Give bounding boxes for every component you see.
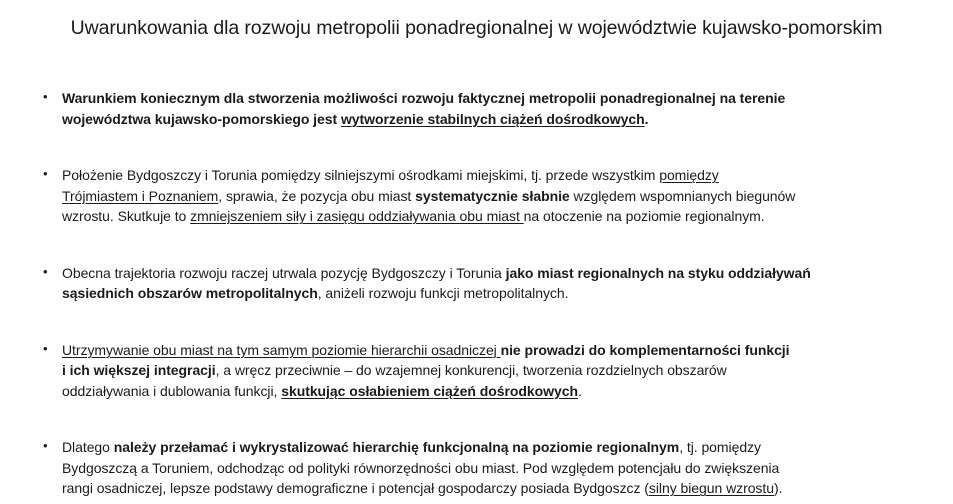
bullet-text: Położenie Bydgoszczy i Torunia pomiędzy silniejszymi ośrodkami miejskimi, tj. przede wszystkim pomiędzy Trójmiastem i Poznaniem, sprawia, że pozycja obu miast systematycznie słabnie względem wspomnianych biegunów wzrostu. Skutkuje to zmniejszeniem siły i zasięgu oddziaływania obu miast na otoczenie na poziomie regionalnym. [62,167,796,224]
bullet-item [42,88,929,129]
bullet-item [42,340,929,402]
bullet-item [42,165,929,227]
bullet-marker: • [43,166,48,181]
bullet-text: Dlatego należy przełamać i wykrystalizować hierarchię funkcjonalną na poziomie regionalnym, tj. pomiędzy Bydgoszczą a Toruniem, odchodząc od polityki równorzędności obu miast. Pod względem potencjału do zwiększenia rangi osadniczej, lepsze podstawy demograficzne i potencjał gospodarczy posiada Bydgoszcz (silny biegun wzrostu). [62,439,783,496]
bullet-text: Warunkiem koniecznym dla stworzenia możliwości rozwoju faktycznej metropolii ponadregionalnej na terenie województwa kujawsko-pomorskiego jest wytworzenie stabilnych ciążeń dośrodkowych. [62,90,786,127]
bullet-item [42,437,929,499]
slide-title: Uwarunkowania dla rozwoju metropolii ponadregionalnej w województwie kujawsko-pomorskim [70,17,883,39]
bullet-marker: • [43,438,48,453]
bullet-marker: • [43,340,48,356]
bullet-marker: • [43,89,48,104]
bullet-list [42,88,929,499]
bullet-item [42,263,929,304]
bullet-marker: • [43,263,48,279]
bullet-text: Utrzymywanie obu miast na tym samym poziomie hierarchii osadniczej nie prowadzi do komplementarności funkcji i ich większej integracji, a wręcz przeciwnie – do wzajemnej konkurencji, tworzenia rozdzielnych obszarów oddziaływania i dublowania funkcji, skutkując osłabieniem ciążeń dośrodkowych. [62,341,790,399]
bullet-text: Obecna trajektoria rozwoju raczej utrwala pozycję Bydgoszczy i Torunia jako miast regionalnych na styku oddziaływań sąsiednich obszarów metropolitalnych, aniżeli rozwoju funkcji metropolitalnych. [62,264,811,301]
